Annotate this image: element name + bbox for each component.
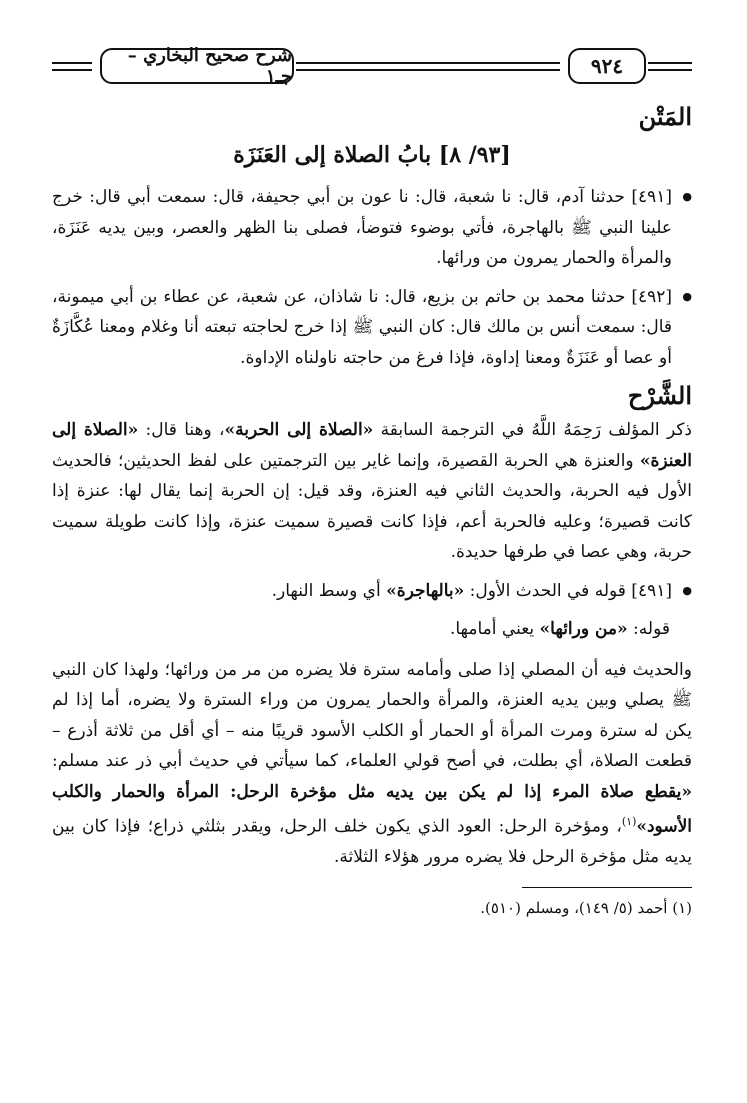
book-page [52,40,692,920]
hadith-492: ● [٤٩٢] حدثنا محمد بن حاتم بن بزيع، قال: نا شاذان، عن شعبة، عن عطاء بن أبي ميمونة، قال: سمعت أنس بن مالك قال: كان النبي ﷺ إذا خرج لحاجته تبعته أنا وغلام ومعنا عُكَّازَةٌ أو عصا أو عَنَزَةٌ ومعنا إداوة، فإذا فرغ من حاجته ناولناه الإداوة. [52,282,692,374]
text-run: يعني أمامها. [449,619,540,639]
header-rule-left [52,62,92,71]
commentary-paragraph-1 [52,415,692,568]
book-title: شرح صحيح البخاري – جـ١ [100,48,294,84]
page-number: ٩٢٤ [568,48,646,84]
matn-label: المَتْن [638,102,692,131]
text-run: أي وسط النهار. [271,580,387,601]
text-run: ذكر المؤلف رَحِمَهُ اللَّهُ في الترجمة السابقة [373,420,692,440]
text-run: قوله: [627,619,670,639]
hadith-491: ● [٤٩١] حدثنا آدم، قال: نا شعبة، قال: نا عون بن أبي جحيفة، قال: سمعت أبي قال: خرج علينا النبي ﷺ بالهاجرة، فأتي بوضوء فتوضأ، فصلى بنا الظهر والعصر، وبين يديه عَنَزَة، والمرأة والحمار يمرون من ورائها. [52,182,692,274]
text-run: والعنزة هي الحربة القصيرة، وإنما غاير بين الترجمتين على لفظ الحديثين؛ فالحديث الأول فيه الحربة، والحديث الثاني فيه العنزة، وقد قيل: إن الحربة إنما يقال لها: عنزة إذا كانت قصيرة؛ وعليه فالحربة أعم، فإذا كانت قصيرة سميت عنزة، وإذا كانت طويلة سميت حربة، وهي عصا في طرفها حديدة. [52,450,692,562]
text-run: ، وهنا قال: [138,420,225,440]
quoted-word: «بالهاجرة» [386,580,465,601]
chapter-title: [٩٣/ ٨] بابُ الصلاة إلى العَنَزَة [233,142,511,168]
footnote-marker: (١) [621,815,637,828]
footnote: (١) أحمد (٥/ ١٤٩)، ومسلم (٥١٠). [480,898,692,917]
sharh-label: الشَّرْح [627,381,692,410]
quoted-title: «الصلاة إلى العنزة» [52,420,692,471]
commentary-paragraph-3 [52,614,692,645]
commentary-paragraph-2 [52,576,692,607]
header-rule-middle [296,62,560,71]
text-run: [٤٩١] قوله في الحدث الأول: [464,580,672,601]
text-run: ، ومؤخرة الرحل: العود الذي يكون خلف الرحل، ويقدر بثلثي ذراع؛ فإذا كان بين يديه مثل مؤخرة الرحل فلا يضره مرور هؤلاء الثلاثة. [52,816,692,868]
commentary-paragraph-4 [52,655,692,873]
footnote-separator [522,887,692,888]
quoted-title: «الصلاة إلى الحربة» [224,420,374,440]
text-run: والحديث فيه أن المصلي إذا صلى وأمامه سترة فلا يضره من مر من ورائها؛ ولهذا كان النبي ﷺ يصلي وبين يديه العنزة، والمرأة والحمار يمرون من وراء السترة ولا يضره، أما إذا لم يكن له سترة ومرت المرأة أو الحمار أو الكلب الأسود قريبًا منه – أي أقل من ثلاثة أذرع – قطعت الصلاة، أي بطلت، في أصح قولي العلماء، كما سيأتي في حديث أبي ذر عند مسلم: [52,659,692,771]
header-rule-right [648,62,692,71]
quoted-word: «من ورائها» [539,619,628,639]
running-header [52,40,692,88]
quoted-hadith: «يقطع صلاة المرء إذا لم يكن بين يديه مثل مؤخرة الرحل: المرأة والحمار والكلب الأسود» [52,781,692,837]
